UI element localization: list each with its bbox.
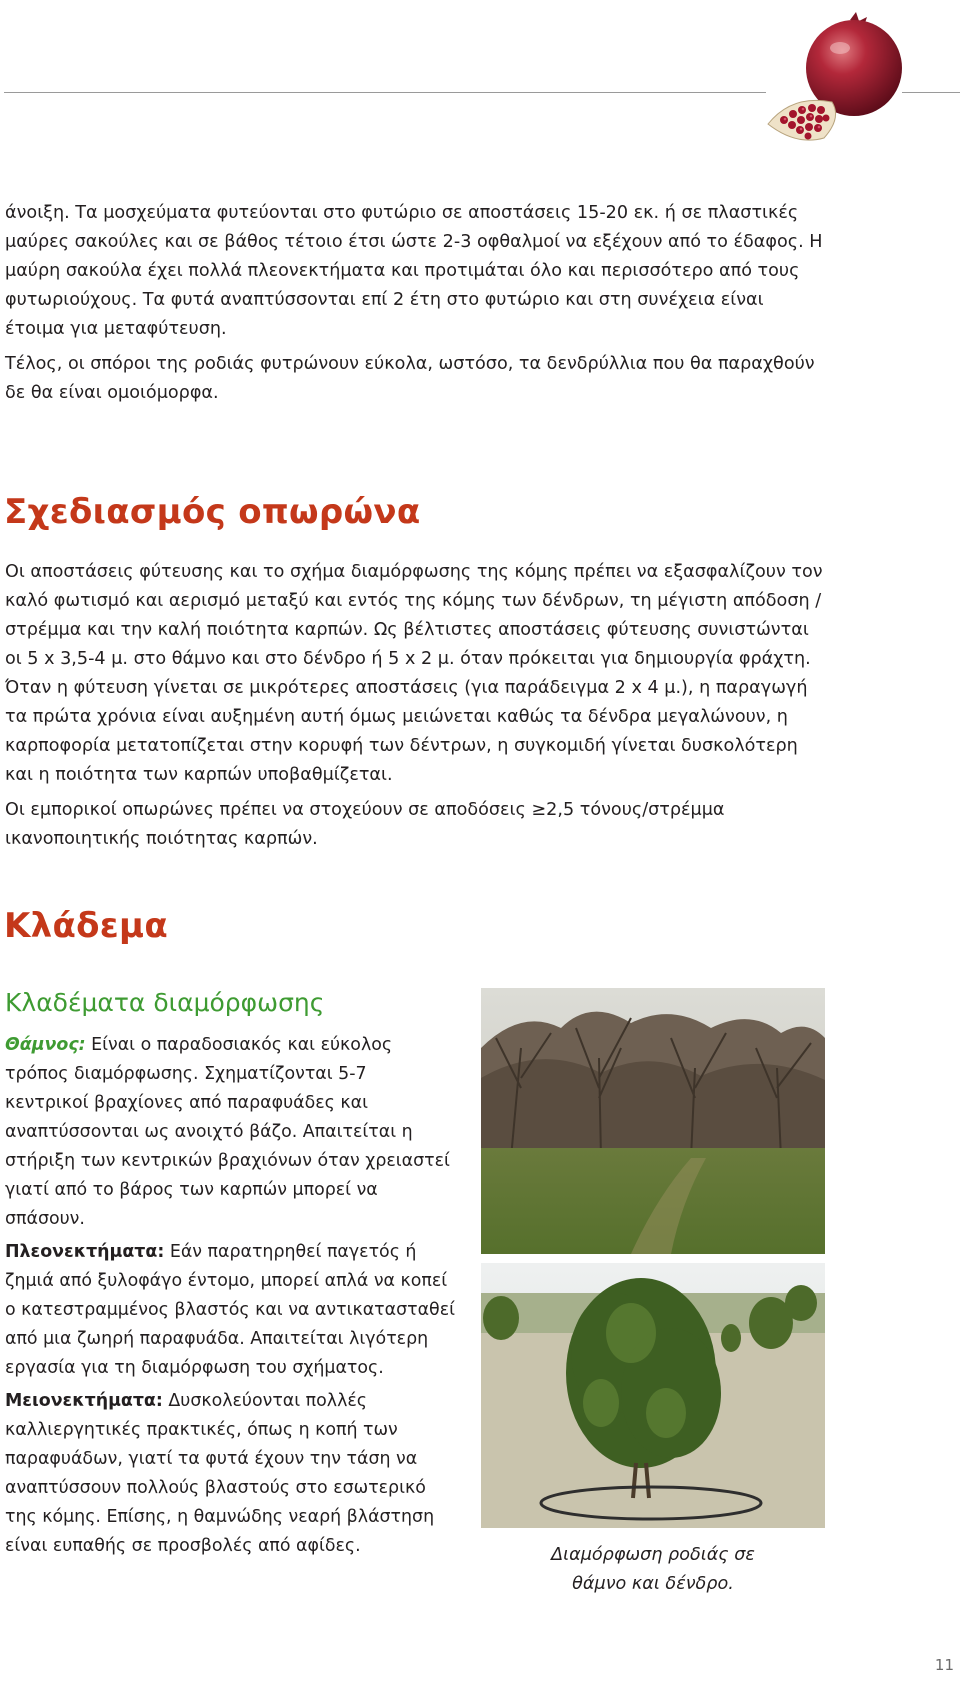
photo-tree-form (481, 1263, 825, 1528)
pruning-text (5, 1031, 455, 1561)
planting-text (5, 558, 827, 854)
cons-label: Μειονεκτήματα: (5, 1391, 163, 1411)
page-number: 11 (934, 1656, 954, 1674)
pros-text: Εάν παρατηρηθεί παγετός ή ζημιά από ξυλοφάγο έντομο, μπορεί απλά να κοπεί ο κατεστραμμένος βλαστός και να αντικατασταθεί από μια ζωηρή παραφυάδα. Απαιτείται λιγότερη εργασία για τη διαμόρφωση του σχήματος. (5, 1242, 455, 1378)
intro-text (5, 199, 827, 408)
pros-label: Πλεονεκτήματα: (5, 1242, 165, 1262)
pomegranate-icon (762, 6, 912, 156)
heading-orchard-planning: Σχεδιασμός οπωρώνα (4, 492, 421, 532)
photo-caption (481, 1541, 825, 1599)
caption-line-2: θάμνο και δένδρο. (572, 1574, 734, 1594)
cons-paragraph (5, 1387, 455, 1561)
header-rule-left (4, 92, 766, 93)
planting-paragraph-1: Οι αποστάσεις φύτευσης και το σχήμα διαμόρφωσης της κόμης πρέπει να εξασφαλίζουν τον καλό φωτισμό και αερισμό μεταξύ και εντός της κόμης των δένδρων, τη μέγιστη απόδοση / στρέμμα και την καλή ποιότητα καρπών. Ως βέλτιστες αποστάσεις φύτευσης συνιστώνται οι 5 x 3,5-4 μ. στο θάμνο και στο δένδρο ή 5 x 2 μ. όταν πρόκειται για δημιουργία φράχτη. Όταν η φύτευση γίνεται σε μικρότερες αποστάσεις (για παράδειγμα 2 x 4 μ.), η παραγωγή τα πρώτα χρόνια είναι αυξημένη αυτή όμως μειώνεται καθώς τα δένδρα μεγαλώνουν, η καρποφορία μετατοπίζεται στην κορυφή των δέντρων, η συγκομιδή γίνεται δυσκολότερη και η ποιότητα των καρπών υποβαθμίζεται. (5, 562, 823, 785)
intro-paragraph-2: Τέλος, οι σπόροι της ροδιάς φυτρώνουν εύκολα, ωστόσο, τα δενδρύλλια που θα παραχθούν δε θα είναι ομοιόμορφα. (5, 354, 815, 403)
cons-text: Δυσκολεύονται πολλές καλλιεργητικές πρακτικές, όπως η κοπή των παραφυάδων, γιατί τα φυτά έχουν την τάση να αναπτύσσουν πολλούς βλαστούς στο εσωτερικό της κόμης. Επίσης, η θαμνώδης νεαρή βλάστηση είναι ευπαθής σε προσβολές από αφίδες. (5, 1391, 435, 1556)
pros-paragraph (5, 1238, 455, 1383)
shrub-text: Είναι ο παραδοσιακός και εύκολος τρόπος διαμόρφωσης. Σχηματίζονται 5-7 κεντρικοί βραχίονες από παραφυάδες και αναπτύσσονται ως ανοιχτό βάζο. Απαιτείται η στήριξη των κεντρικών βραχιόνων όταν χρειαστεί γιατί από το βάρος των καρπών μπορεί να σπάσουν. (5, 1035, 450, 1229)
photo-shrub-orchard (481, 988, 825, 1254)
shrub-label: Θάμνος: (5, 1035, 86, 1055)
shrub-paragraph (5, 1031, 455, 1234)
intro-paragraph-1: άνοιξη. Τα μοσχεύματα φυτεύονται στο φυτώριο σε αποστάσεις 15-20 εκ. ή σε πλαστικές μαύρες σακούλες και σε βάθος τέτοιο έτσι ώστε 2-3 οφθαλμοί να εξέχουν από το έδαφος. Η μαύρη σακούλα έχει πολλά πλεονεκτήματα και προτιμάται όλο και περισσότερο από τους φυτωριούχους. Τα φυτά αναπτύσσονται επί 2 έτη στο φυτώριο και στη συνέχεια είναι έτοιμα για μεταφύτευση. (5, 203, 823, 339)
planting-paragraph-2: Οι εμπορικοί οπωρώνες πρέπει να στοχεύουν σε αποδόσεις ≥2,5 τόνους/στρέμμα ικανοποιητικής ποιότητας καρπών. (5, 800, 725, 849)
caption-line-1: Διαμόρφωση ροδιάς σε (551, 1545, 755, 1565)
heading-pruning: Κλάδεμα (4, 906, 168, 946)
subheading-training-pruning: Κλαδέματα διαμόρφωσης (5, 988, 325, 1017)
